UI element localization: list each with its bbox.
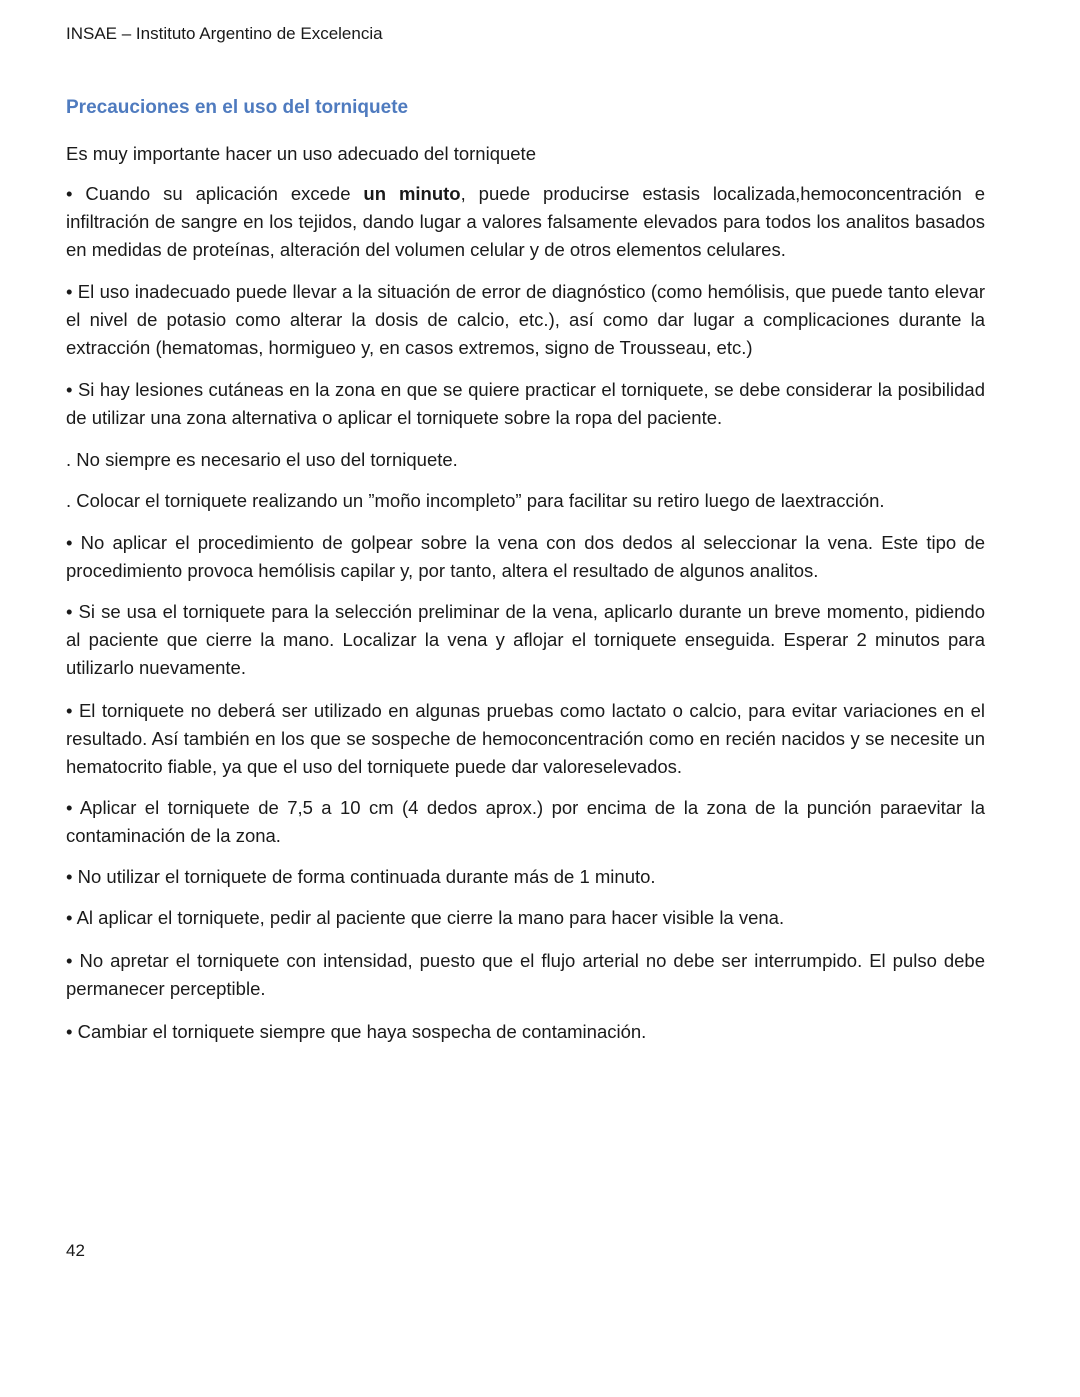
paragraph: • Aplicar el torniquete de 7,5 a 10 cm (4 dedos aprox.) por encima de la zona de la punción paraevitar la contaminación de la zona. — [66, 797, 985, 846]
paragraph: • Cambiar el torniquete siempre que haya sospecha de contaminación. — [66, 1021, 647, 1042]
section-heading: Precauciones en el uso del torniquete — [66, 97, 409, 118]
paragraph: • Si se usa el torniquete para la selección preliminar de la vena, aplicarlo durante un breve momento, pidiendo al paciente que cierre la mano. Localizar la vena y aflojar el torniquete enseguida. Esperar 2 minutos para utilizarlo nuevamente. — [66, 601, 985, 678]
p1-pre: • Cuando su aplicación excede — [66, 183, 364, 204]
paragraph-1 — [66, 180, 985, 264]
intro-paragraph: Es muy importante hacer un uso adecuado del torniquete — [66, 143, 536, 164]
page-header: INSAE – Instituto Argentino de Excelencia — [66, 24, 383, 43]
paragraph: • No utilizar el torniquete de forma continuada durante más de 1 minuto. — [66, 866, 656, 887]
p1-post: , puede producirse estasis localizada,hemoconcentración e infiltración de sangre en los tejidos, dando lugar a valores falsamente elevados para todos los analitos basados en medidas de proteínas, alteración del volumen celular y de otros elementos celulares. — [66, 183, 985, 260]
paragraph: • El torniquete no deberá ser utilizado en algunas pruebas como lactato o calcio, para evitar variaciones en el resultado. Así también en los que se sospeche de hemoconcentración como en recién nacidos y se necesite un hematocrito fiable, ya que el uso del torniquete puede dar valoreselevados. — [66, 700, 985, 777]
paragraph: • El uso inadecuado puede llevar a la situación de error de diagnóstico (como hemólisis, que puede tanto elevar el nivel de potasio como alterar la dosis de calcio, etc.), así como dar lugar a complicaciones durante la extracción (hematomas, hormigueo y, en casos extremos, signo de Trousseau, etc.) — [66, 281, 985, 358]
paragraph: • Al aplicar el torniquete, pedir al paciente que cierre la mano para hacer visible la vena. — [66, 907, 785, 928]
page-number: 42 — [66, 1241, 85, 1260]
p1-bold: un minuto — [363, 183, 461, 204]
paragraph: . No siempre es necesario el uso del torniquete. — [66, 449, 458, 470]
paragraph: • No aplicar el procedimiento de golpear sobre la vena con dos dedos al seleccionar la vena. Este tipo de procedimiento provoca hemólisis capilar y, por tanto, altera el resultado de algunos analitos. — [66, 532, 985, 581]
paragraph: . Colocar el torniquete realizando un ”moño incompleto” para facilitar su retiro luego de laextracción. — [66, 490, 885, 511]
paragraph: • Si hay lesiones cutáneas en la zona en que se quiere practicar el torniquete, se debe considerar la posibilidad de utilizar una zona alternativa o aplicar el torniquete sobre la ropa del paciente. — [66, 379, 985, 428]
paragraph: • No apretar el torniquete con intensidad, puesto que el flujo arterial no debe ser interrumpido. El pulso debe permanecer perceptible. — [66, 950, 985, 999]
